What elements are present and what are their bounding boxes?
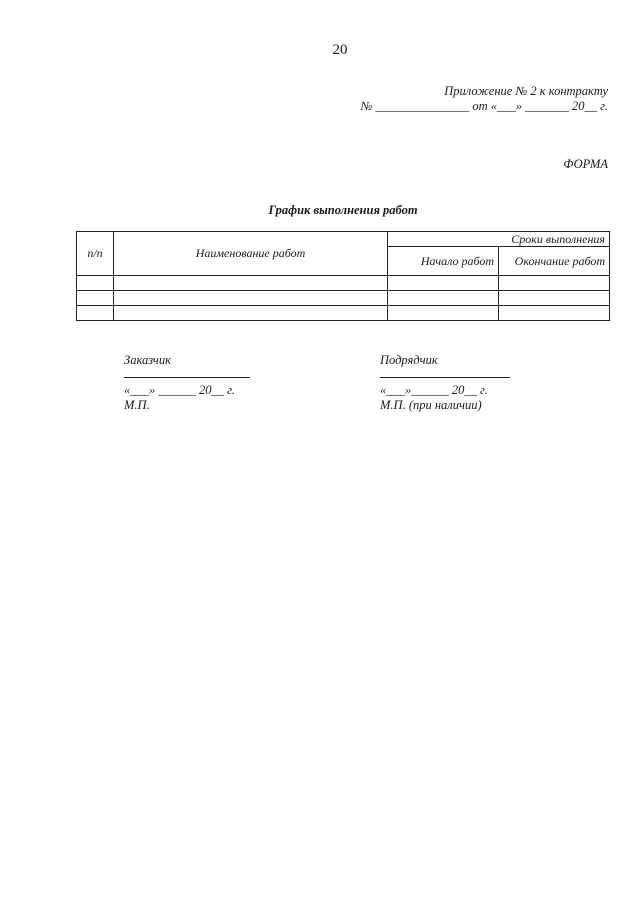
- header-end: Окончание работ: [499, 247, 610, 276]
- contractor-stamp: М.П. (при наличии): [380, 398, 482, 412]
- table-header-row-1: [77, 232, 610, 247]
- header-name: Наименование работ: [114, 232, 388, 276]
- table-cell: [388, 291, 499, 306]
- contractor-role: Подрядчик: [380, 353, 438, 367]
- table-cell: [388, 306, 499, 321]
- table-cell: [499, 276, 610, 291]
- page-number: 20: [332, 42, 348, 58]
- appendix-header: [361, 84, 608, 114]
- table-cell: [77, 291, 114, 306]
- form-label: ФОРМА: [563, 157, 608, 171]
- table-cell: [388, 276, 499, 291]
- contractor-signature-block: [380, 353, 510, 413]
- table-cell: [114, 306, 388, 321]
- table-row: [77, 306, 610, 321]
- table-row: [77, 276, 610, 291]
- customer-signature-line: [124, 377, 250, 378]
- table-cell: [77, 276, 114, 291]
- appendix-line-1: Приложение № 2 к контракту: [444, 84, 608, 98]
- customer-date: «___» ______ 20__ г.: [124, 383, 235, 397]
- customer-signature-block: [124, 353, 250, 413]
- header-num: п/п: [77, 232, 114, 276]
- contractor-signature-line: [380, 377, 510, 378]
- table-row: [77, 291, 610, 306]
- header-start: Начало работ: [388, 247, 499, 276]
- table-cell: [499, 291, 610, 306]
- table-cell: [114, 291, 388, 306]
- customer-stamp: М.П.: [124, 398, 150, 412]
- schedule-table: [76, 231, 610, 321]
- table-cell: [114, 276, 388, 291]
- appendix-line-2: № _______________ от «___» _______ 20__ г.: [360, 99, 608, 113]
- document-title: График выполнения работ: [268, 203, 418, 217]
- table-cell: [77, 306, 114, 321]
- header-terms: Сроки выполнения: [388, 232, 610, 247]
- customer-role: Заказчик: [124, 353, 171, 367]
- contractor-date: «___»______ 20__ г.: [380, 383, 488, 397]
- table-cell: [499, 306, 610, 321]
